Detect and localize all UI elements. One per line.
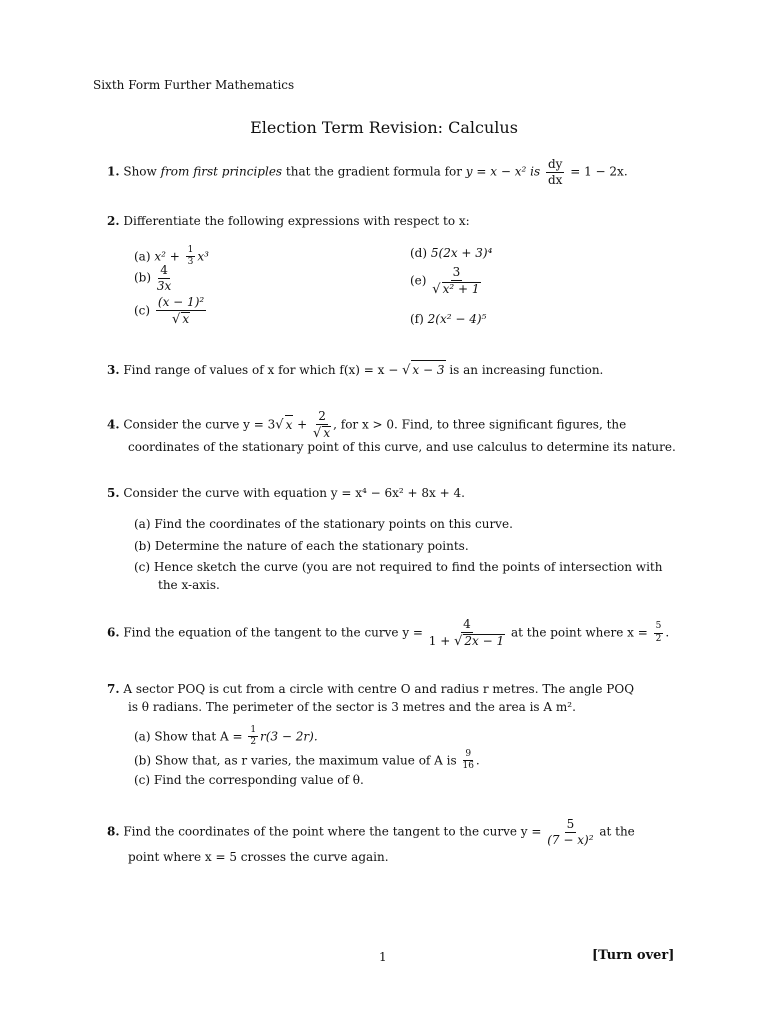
question-number: 3. [107, 363, 120, 377]
question-6 [107, 618, 669, 648]
den-part: 1 + [428, 633, 455, 648]
part-text: Hence sketch the curve (you are not required to find the points of intersection with [153, 560, 663, 574]
q7-part-a [134, 726, 318, 748]
frac [429, 618, 505, 648]
q2-part-b [134, 264, 173, 292]
q7-part-c [134, 771, 364, 789]
q4-line-2: coordinates of the stationary point of this curve, and use calculus to determine its nature. [128, 440, 676, 454]
q1-text-b: that the gradient formula for [282, 164, 466, 179]
q7-line-1: A sector POQ is cut from a circle with centre O and radius r metres. The angle POQ [123, 682, 635, 696]
radicand: x [182, 311, 190, 326]
turn-over-label: [Turn over] [592, 948, 675, 963]
radical-sign: √ [402, 363, 411, 378]
q1-derivative [546, 158, 564, 186]
part-text: Show that, as r varies, the maximum value of A is [154, 753, 461, 768]
part-end: . [475, 753, 480, 768]
part-text: Determine the nature of each the stationary points. [154, 539, 469, 553]
q2-prompt: Differentiate the following expressions with respect to x: [123, 214, 470, 228]
frac-den: 2 [250, 737, 257, 748]
q2-part-f [410, 312, 486, 326]
frac-num: 1 [186, 246, 196, 257]
frac [462, 750, 473, 772]
question-number: 8. [107, 824, 120, 839]
part-tail: x³ [197, 249, 209, 264]
frac-den: 16 [462, 761, 474, 772]
question-5 [107, 484, 465, 502]
frac [654, 622, 664, 644]
frac-num: (x − 1)² [157, 295, 205, 309]
q2-part-e [410, 266, 483, 296]
frac-den [432, 281, 480, 297]
part-label: (a) [134, 517, 151, 531]
part-expr: 2(x² − 4)⁵ [427, 312, 487, 326]
q4-text-b: , for x > 0. Find, to three significant figures, the [333, 417, 627, 432]
part-label: (c) [134, 560, 151, 574]
question-7 [107, 680, 634, 698]
deriv-num: dy [547, 157, 563, 171]
frac-num: 3 [452, 265, 461, 279]
part-label: (a) [134, 249, 151, 264]
question-3 [107, 360, 603, 380]
part-label: (b) [134, 539, 152, 553]
frac-num: 9 [463, 750, 473, 761]
q2-part-c [134, 296, 208, 326]
radical-sign: √ [454, 633, 463, 649]
q8-line-2: point where x = 5 crosses the curve again. [128, 850, 389, 864]
q7-line-2: is θ radians. The perimeter of the sector is 3 metres and the area is A m². [128, 700, 576, 714]
q5-part-c [134, 558, 662, 576]
q1-equation: y = x − x² is [465, 164, 541, 179]
q1-emphasis: from first principles [160, 164, 283, 179]
q1-text: Show [123, 164, 161, 179]
part-label: (f) [410, 312, 424, 326]
part-label: (b) [134, 270, 152, 285]
frac [432, 266, 480, 296]
q8-text: Find the coordinates of the point where the tangent to the curve y = [123, 824, 542, 839]
frac-num: 5 [654, 622, 664, 633]
part-text: Find the corresponding value of θ. [153, 773, 364, 787]
frac-den: 2 [655, 633, 662, 644]
radical-sign: √ [172, 311, 181, 327]
question-1 [107, 158, 628, 186]
part-expr: 5(2x + 3)⁴ [430, 246, 493, 260]
frac [186, 246, 196, 268]
frac [547, 818, 593, 846]
part-label: (c) [134, 303, 151, 318]
q6-end: . [665, 625, 670, 640]
q2-part-d [410, 246, 492, 260]
question-number: 1. [107, 164, 120, 179]
part-text: Show that A = [154, 729, 247, 744]
question-4 [107, 410, 669, 440]
part-text-b: r(3 − 2r). [260, 729, 318, 744]
frac-den: 3 [187, 257, 194, 268]
frac-den [172, 311, 190, 327]
radical-sign: √ [313, 425, 322, 441]
frac-den: 3x [156, 278, 172, 293]
question-8 [107, 818, 635, 846]
frac [313, 410, 331, 440]
radicand: x [285, 415, 294, 434]
frac-num: 5 [566, 817, 575, 831]
q5-part-c-line-2: the x-axis. [158, 578, 220, 592]
q6-text-b: at the point where x = [510, 625, 648, 640]
frac-den [429, 633, 505, 649]
q5-part-b [134, 537, 469, 555]
frac-num: 4 [160, 263, 168, 277]
q5-prompt: Consider the curve with equation y = x⁴ − 6x² + 8x + 4. [123, 486, 465, 500]
frac-num: 4 [463, 617, 471, 631]
part-label: (b) [134, 753, 152, 768]
part-label: (c) [134, 773, 151, 787]
frac [156, 296, 206, 326]
radical-sign: √ [432, 281, 441, 297]
part-label: (a) [134, 729, 151, 744]
part-expr: x² + [154, 249, 184, 264]
page-number: 1 [379, 950, 387, 964]
radicand: x [323, 425, 331, 440]
q5-part-a [134, 515, 513, 533]
question-2 [107, 212, 470, 230]
q3-text: Find range of values of x for which f(x) = x − [123, 363, 403, 377]
question-number: 2. [107, 214, 120, 228]
q4-plus: + [293, 417, 312, 432]
course-name: Sixth Form Further Mathematics [93, 78, 295, 92]
frac-num: 2 [318, 409, 326, 423]
radical-sign: √ [275, 417, 284, 433]
q7-part-b [134, 750, 480, 772]
part-label: (d) [410, 246, 428, 260]
frac-den: (7 − x)² [547, 832, 594, 847]
q6-text: Find the equation of the tangent to the curve y = [123, 625, 423, 640]
frac [248, 726, 258, 748]
radicand: 2x − 1 [464, 633, 505, 648]
q4-text: Consider the curve y = 3 [123, 417, 276, 432]
question-number: 7. [107, 682, 120, 696]
frac-num: 1 [248, 726, 258, 737]
deriv-den: dx [547, 172, 563, 187]
part-label: (e) [410, 273, 427, 288]
part-text: Find the coordinates of the stationary points on this curve. [154, 517, 513, 531]
frac [157, 264, 171, 292]
question-number: 6. [107, 625, 120, 640]
radicand: x² + 1 [442, 281, 480, 296]
q3-text-b: is an increasing function. [445, 363, 604, 377]
q8-text-b: at the [599, 824, 635, 839]
question-number: 5. [107, 486, 120, 500]
radicand: x − 3 [411, 360, 445, 379]
q1-result: = 1 − 2x. [570, 164, 628, 179]
question-number: 4. [107, 417, 120, 432]
page-title: Election Term Revision: Calculus [250, 118, 518, 137]
